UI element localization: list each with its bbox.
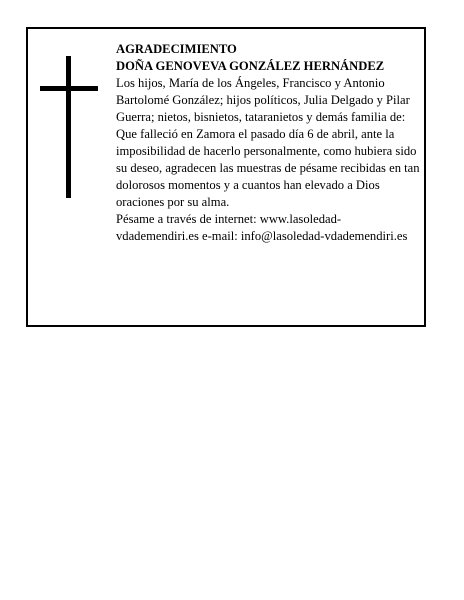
family-paragraph: Los hijos, María de los Ángeles, Francisco y Antonio Bartolomé González; hijos políticos, Julia Delgado y Pilar Guerra; nietos, bisnietos, tataranietos y demás familia de: bbox=[116, 76, 410, 124]
cross-horizontal-bar bbox=[40, 86, 98, 91]
obituary-notice bbox=[26, 27, 426, 327]
notice-title: AGRADECIMIENTO bbox=[116, 42, 237, 56]
condolence-paragraph: Pésame a través de internet: www.lasoledad-vdademendiri.es e-mail: info@lasoledad-vdademendiri.es bbox=[116, 212, 408, 243]
message-paragraph: Que falleció en Zamora el pasado día 6 de abril, ante la imposibilidad de hacerlo personalmente, como hubiera sido su deseo, agradecen las muestras de pésame recibidas en tan dolorosos momentos y a cuantos han elevado a Dios oraciones por su alma. bbox=[116, 127, 420, 209]
cross-vertical-bar bbox=[66, 56, 71, 198]
deceased-name: DOÑA GENOVEVA GONZÁLEZ HERNÁNDEZ bbox=[116, 59, 385, 73]
cross-icon bbox=[40, 56, 98, 198]
notice-text bbox=[116, 41, 420, 245]
